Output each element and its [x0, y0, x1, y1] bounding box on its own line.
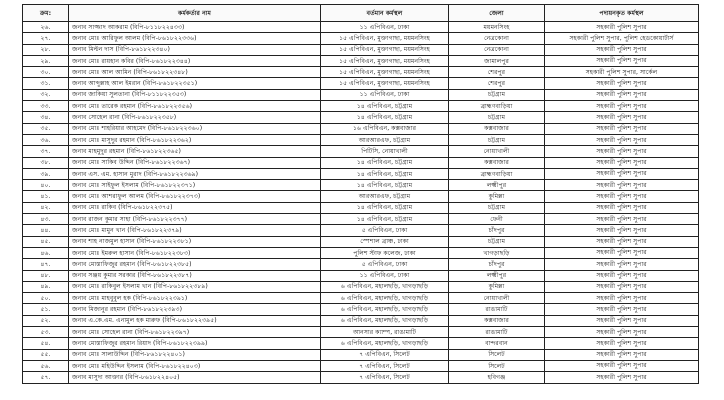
cell-new-posting: সহকারী পুলিশ সুপার: [545, 349, 699, 360]
cell-officer-name: জনাব মোঃ সোহেল রানা (বিপি-৮৬১৮২২৩৯৭): [69, 327, 321, 338]
cell-current-posting: পুলিশ স্টাফ কলেজ, ঢাকা: [321, 247, 449, 258]
cell-district: চট্টগ্রাম: [449, 236, 545, 247]
table-row: [23, 259, 699, 270]
cell-district: নোয়াখালী: [449, 146, 545, 157]
table-row: [23, 247, 699, 258]
cell-district: জামালপুর: [449, 55, 545, 66]
cell-current-posting: ১৬ এপিবিএন, কক্সবাজার: [321, 123, 449, 134]
cell-current-posting: ১৪ এপিবিএন, চট্টগ্রাম: [321, 101, 449, 112]
cell-district: নেত্রকোনা: [449, 33, 545, 44]
cell-officer-name: জনাব মাহমুদুর রহমান (বিপি-৮৬১৮২২৩৬৫): [69, 146, 321, 157]
cell-officer-name: জনাব মোঃ রাকিব (বিপি-৮৬১৮২২৩৭৫): [69, 202, 321, 213]
cell-new-posting: সহকারী পুলিশ সুপার: [545, 78, 699, 89]
cell-district: নেত্রকোনা: [449, 44, 545, 55]
cell-serial: ২৬.: [23, 22, 69, 33]
cell-district: রাঙামাটি: [449, 304, 545, 315]
cell-current-posting: ৭ এপিবিএন, সিলেট: [321, 360, 449, 371]
cell-new-posting: সহকারী পুলিশ সুপার: [545, 101, 699, 112]
cell-new-posting: সহকারী পুলিশ সুপার: [545, 112, 699, 123]
cell-current-posting: ১৪ এপিবিএন, চট্টগ্রাম: [321, 112, 449, 123]
cell-new-posting: সহকারী পুলিশ সুপার: [545, 372, 699, 383]
cell-district: নোয়াখালী: [449, 293, 545, 304]
cell-officer-name: জনাব মোঃ আশরাফুল আলম (বিপি-৮৬১৮২২৩৭৩): [69, 191, 321, 202]
cell-current-posting: ১১ এপিবিএন, ঢাকা: [321, 270, 449, 281]
cell-officer-name: জনাব মোঃ সাইফুল ইসলাম (বিপি-৮৬১৮২২৩৭১): [69, 180, 321, 191]
cell-officer-name: জনাব জাকিয়া সুলতানা (বিপি-৮১১৮২২৩৫৩): [69, 89, 321, 100]
cell-officer-name: জনাব রাজন কুমার সাহা (বিপি-৮৬১৮২২৩৭৭): [69, 214, 321, 225]
cell-current-posting: আরআরএফ, চট্টগ্রাম: [321, 191, 449, 202]
table-row: [23, 134, 699, 145]
cell-new-posting: সহকারী পুলিশ সুপার: [545, 304, 699, 315]
cell-serial: ৩০.: [23, 67, 69, 78]
table-row: [23, 304, 699, 315]
table-row: [23, 191, 699, 202]
cell-district: বান্দরবান: [449, 338, 545, 349]
cell-current-posting: ১৫ এপিবিএন, মুক্তাগাছা, ময়মনসিংহ: [321, 67, 449, 78]
officer-transfer-table: [22, 4, 699, 384]
cell-current-posting: ৬ এপিবিএন, মহালছড়ি, খাগড়াছড়ি: [321, 338, 449, 349]
cell-new-posting: সহকারী পুলিশ সুপার: [545, 168, 699, 179]
cell-serial: ৩৬.: [23, 134, 69, 145]
cell-current-posting: ১৫ এপিবিএন, মুক্তাগাছা, ময়মনসিংহ: [321, 33, 449, 44]
cell-new-posting: সহকারী পুলিশ সুপার: [545, 214, 699, 225]
cell-serial: ৫৬.: [23, 360, 69, 371]
cell-officer-name: জনাব মোঃ সাকিব উদ্দিন (বিপি-৮৬১৮২২৩৬৭): [69, 157, 321, 168]
cell-officer-name: জনাব সঞ্জয় কুমার সরকার (বিপি-৮৬১৮২২৩৮৭): [69, 270, 321, 281]
cell-new-posting: সহকারী পুলিশ সুপার: [545, 338, 699, 349]
cell-current-posting: ৬ এপিবিএন, মহালছড়ি, খাগড়াছড়ি: [321, 315, 449, 326]
cell-serial: ৩২.: [23, 89, 69, 100]
table-row: [23, 293, 699, 304]
cell-new-posting: সহকারী পুলিশ সুপার: [545, 281, 699, 292]
cell-new-posting: সহকারী পুলিশ সুপার: [545, 146, 699, 157]
cell-serial: ২৭.: [23, 33, 69, 44]
cell-district: চট্টগ্রাম: [449, 202, 545, 213]
cell-officer-name: জনাব মোঃ ইমরুল হাসান (বিপি-৮৬১৮২২৩৮৩): [69, 247, 321, 258]
cell-serial: ৪৯.: [23, 281, 69, 292]
cell-officer-name: জনাব মিজানুর রহমান (বিপি-৮৬১৮২২৩৯৩): [69, 304, 321, 315]
cell-new-posting: সহকারী পুলিশ সুপার: [545, 360, 699, 371]
cell-current-posting: ৫ এপিবিএন, ঢাকা: [321, 259, 449, 270]
cell-new-posting: সহকারী পুলিশ সুপার: [545, 247, 699, 258]
cell-district: চাঁদপুর: [449, 225, 545, 236]
table-row: [23, 55, 699, 66]
cell-new-posting: সহকারী পুলিশ সুপার: [545, 293, 699, 304]
table-row: [23, 123, 699, 134]
cell-serial: ৫৩.: [23, 327, 69, 338]
cell-district: খাগড়াছড়ি: [449, 247, 545, 258]
cell-officer-name: জনাব মোঃ সালাউদ্দিন (বিপি-৮৬১৮২২৪০১): [69, 349, 321, 360]
cell-officer-name: জনাব মোঃ আল আমিন (বিপি-৮৬১৮২২৩৪৮): [69, 67, 321, 78]
cell-officer-name: জনাব মোঃ মহিউদ্দিন ইসলাম (বিপি-৮৬১৮২২৪০৩): [69, 360, 321, 371]
cell-current-posting: ৫ এপিবিএন, ঢাকা: [321, 225, 449, 236]
cell-officer-name: জনাব মোঃ শাহরিয়ার আহমেদ (বিপি-৮৬১৮২২৩৬০): [69, 123, 321, 134]
table-row: [23, 44, 699, 55]
cell-serial: ৫৭.: [23, 372, 69, 383]
cell-new-posting: সহকারী পুলিশ সুপার, পুলিশ হেডকোয়ার্টার্স: [545, 33, 699, 44]
cell-current-posting: ৭ এপিবিএন, সিলেট: [321, 349, 449, 360]
cell-new-posting: সহকারী পুলিশ সুপার: [545, 270, 699, 281]
cell-officer-name: জনাব মোঃ আরিফুল আলম (বিপি-৮৬১৮২২৩৩৬): [69, 33, 321, 44]
cell-district: ব্রাহ্মণবাড়িয়া: [449, 101, 545, 112]
cell-current-posting: ১৪ এপিবিএন, চট্টগ্রাম: [321, 214, 449, 225]
cell-serial: ৪৩.: [23, 214, 69, 225]
cell-new-posting: সহকারী পুলিশ সুপার: [545, 236, 699, 247]
table-row: [23, 270, 699, 281]
cell-district: কুমিল্লা: [449, 191, 545, 202]
cell-current-posting: ১৪ এপিবিএন, চট্টগ্রাম: [321, 202, 449, 213]
cell-district: হবিগঞ্জ: [449, 372, 545, 383]
table-header-row: [23, 5, 699, 22]
header-new-posting: পদায়নকৃত কর্মস্থল: [545, 5, 699, 22]
cell-district: চট্টগ্রাম: [449, 134, 545, 145]
table-row: [23, 78, 699, 89]
cell-district: ফেনী: [449, 214, 545, 225]
cell-serial: ৪২.: [23, 202, 69, 213]
cell-new-posting: সহকারী পুলিশ সুপার: [545, 22, 699, 33]
table-row: [23, 146, 699, 157]
table-row: [23, 214, 699, 225]
cell-serial: ৩৫.: [23, 123, 69, 134]
cell-serial: ৪৬.: [23, 247, 69, 258]
cell-serial: ২৯.: [23, 55, 69, 66]
cell-new-posting: সহকারী পুলিশ সুপার: [545, 157, 699, 168]
cell-district: চট্টগ্রাম: [449, 112, 545, 123]
cell-district: কক্সবাজার: [449, 157, 545, 168]
table-row: [23, 202, 699, 213]
table-row: [23, 67, 699, 78]
cell-current-posting: ৬ এপিবিএন, মহালছড়ি, খাগড়াছড়ি: [321, 304, 449, 315]
cell-serial: ৫৫.: [23, 349, 69, 360]
cell-officer-name: জনাব শাহ নাজমুল হাসান (বিপি-৮৬১৮২২৩৮১): [69, 236, 321, 247]
cell-current-posting: পিটিসি, নোয়াখালী: [321, 146, 449, 157]
table-row: [23, 372, 699, 383]
table-row: [23, 33, 699, 44]
cell-serial: ২৮.: [23, 44, 69, 55]
cell-current-posting: ১১ এপিবিএন, ঢাকা: [321, 22, 449, 33]
cell-serial: ৩৮.: [23, 157, 69, 168]
table-row: [23, 101, 699, 112]
cell-current-posting: স্পেশাল ব্রাঞ্চ, ঢাকা: [321, 236, 449, 247]
cell-officer-name: জনাব এ.কে.এম. এনামুল হক মারুফ (বিপি-৮৬১৮২২৩৯৫): [69, 315, 321, 326]
cell-district: সিলেট: [449, 360, 545, 371]
cell-officer-name: জনাব মিল্টন দাস (বিপি-৮৬১৮২২৩৪০): [69, 44, 321, 55]
cell-officer-name: জনাব মোঃ মাসুদুর রহমান (বিপি-৮৬১৮২২৩৬২): [69, 134, 321, 145]
cell-new-posting: সহকারী পুলিশ সুপার: [545, 259, 699, 270]
cell-officer-name: জনাব মোঃ মাহবুবুল হক (বিপি-৮৬১৮২২৩৯১): [69, 293, 321, 304]
table-row: [23, 89, 699, 100]
cell-serial: ৩১.: [23, 78, 69, 89]
header-name: কর্মকর্তার নাম: [69, 5, 321, 22]
cell-district: রাঙামাটি: [449, 327, 545, 338]
cell-district: সিলেট: [449, 349, 545, 360]
cell-serial: ৫০.: [23, 293, 69, 304]
cell-new-posting: সহকারী পুলিশ সুপার: [545, 123, 699, 134]
cell-new-posting: সহকারী পুলিশ সুপার: [545, 225, 699, 236]
cell-district: কক্সবাজার: [449, 315, 545, 326]
cell-officer-name: জনাব মোঃ রায়হান কবির (বিপি-৮৬১৮২২৩৪৪): [69, 55, 321, 66]
cell-new-posting: সহকারী পুলিশ সুপার: [545, 315, 699, 326]
cell-officer-name: জনাব আব্দুল্লাহ আল ইমরান (বিপি-৮৬১৮২২৩৫১): [69, 78, 321, 89]
cell-serial: ৪৭.: [23, 259, 69, 270]
cell-serial: ৩৯.: [23, 168, 69, 179]
cell-new-posting: সহকারী পুলিশ সুপার: [545, 202, 699, 213]
table-row: [23, 157, 699, 168]
header-district: জেলা: [449, 5, 545, 22]
cell-new-posting: সহকারী পুলিশ সুপার: [545, 44, 699, 55]
table-row: [23, 281, 699, 292]
cell-current-posting: ১১ এপিবিএন, ঢাকা: [321, 89, 449, 100]
cell-district: কুমিল্লা: [449, 281, 545, 292]
cell-officer-name: জনাব মোঃ রাকিবুল ইসলাম খান (বিপি-৮৬১৮২২৩৮৯): [69, 281, 321, 292]
table-row: [23, 225, 699, 236]
cell-officer-name: জনাব সাজ্জাদ আকরাম (বিপি-৮১১৮২২৪৩৩): [69, 22, 321, 33]
table-row: [23, 112, 699, 123]
table-row: [23, 327, 699, 338]
header-current-posting: বর্তমান কর্মস্থল: [321, 5, 449, 22]
table-row: [23, 236, 699, 247]
cell-current-posting: ৬ এপিবিএন, মহালছড়ি, খাগড়াছড়ি: [321, 281, 449, 292]
cell-current-posting: ১৪ এপিবিএন, চট্টগ্রাম: [321, 180, 449, 191]
cell-current-posting: ১৪ এপিবিএন, চট্টগ্রাম: [321, 157, 449, 168]
cell-serial: ৫২.: [23, 315, 69, 326]
cell-new-posting: সহকারী পুলিশ সুপার: [545, 89, 699, 100]
cell-district: কক্সবাজার: [449, 123, 545, 134]
cell-district: শেরপুর: [449, 78, 545, 89]
cell-serial: ৪৮.: [23, 270, 69, 281]
cell-current-posting: ১৪ এপিবিএন, চট্টগ্রাম: [321, 168, 449, 179]
cell-serial: ৩৩.: [23, 101, 69, 112]
cell-current-posting: ১৫ এপিবিএন, মুক্তাগাছা, ময়মনসিংহ: [321, 44, 449, 55]
cell-serial: ৪০.: [23, 180, 69, 191]
cell-new-posting: সহকারী পুলিশ সুপার: [545, 134, 699, 145]
table-row: [23, 168, 699, 179]
cell-current-posting: ১৫ এপিবিএন, মুক্তাগাছা, ময়মনসিংহ: [321, 78, 449, 89]
cell-current-posting: ৬ এপিবিএন, মহালছড়ি, খাগড়াছড়ি: [321, 293, 449, 304]
table-row: [23, 315, 699, 326]
cell-serial: ৪৫.: [23, 236, 69, 247]
cell-serial: ৪৪.: [23, 225, 69, 236]
cell-serial: ৪১.: [23, 191, 69, 202]
cell-current-posting: ৭ এপিবিএন, সিলেট: [321, 372, 449, 383]
table-row: [23, 338, 699, 349]
cell-district: চট্টগ্রাম: [449, 89, 545, 100]
cell-district: লক্ষ্মীপুর: [449, 270, 545, 281]
cell-serial: ৩৪.: [23, 112, 69, 123]
cell-officer-name: জনাব মোঃ মামুন খান (বিপি-৮৬১৮২২৩৭৯): [69, 225, 321, 236]
cell-officer-name: জনাব মোস্তাফিজুর রহমান (বিপি-৮৬১৮২২৩৮৫): [69, 259, 321, 270]
cell-district: ময়মনসিংহ: [449, 22, 545, 33]
cell-new-posting: সহকারী পুলিশ সুপার: [545, 191, 699, 202]
cell-officer-name: জনাব মাসুদা আক্তার (বিপি-৮৬১৮২২৪০৫): [69, 372, 321, 383]
cell-district: লক্ষ্মীপুর: [449, 180, 545, 191]
cell-new-posting: সহকারী পুলিশ সুপার, সার্কেল: [545, 67, 699, 78]
cell-officer-name: জনাব এস. এম. হাসান মুরাদ (বিপি-৮৬১৮২২৩৬৯): [69, 168, 321, 179]
table-row: [23, 22, 699, 33]
cell-new-posting: সহকারী পুলিশ সুপার: [545, 327, 699, 338]
cell-district: ব্রাহ্মণবাড়িয়া: [449, 168, 545, 179]
cell-serial: ৫১.: [23, 304, 69, 315]
cell-district: শেরপুর: [449, 67, 545, 78]
table-row: [23, 349, 699, 360]
cell-current-posting: ১৫ এপিবিএন, মুক্তাগাছা, ময়মনসিংহ: [321, 55, 449, 66]
officer-transfer-table-sheet: [22, 4, 698, 392]
cell-officer-name: জনাব সোহেল রানা (বিপি-৮৬১৮২২৩৫৮): [69, 112, 321, 123]
cell-new-posting: সহকারী পুলিশ সুপার: [545, 55, 699, 66]
table-body: [23, 22, 699, 384]
cell-current-posting: আরআরএফ, চট্টগ্রাম: [321, 134, 449, 145]
cell-new-posting: সহকারী পুলিশ সুপার: [545, 180, 699, 191]
cell-officer-name: জনাব মোস্তাফিজুর রহমান রিয়াদ (বিপি-৮৬১৮২২৩৯৯): [69, 338, 321, 349]
cell-officer-name: জনাব মোঃ তারেক রহমান (বিপি-৮৬১৮২২৩৫৬): [69, 101, 321, 112]
cell-district: চাঁদপুর: [449, 259, 545, 270]
cell-current-posting: আনসার ক্যাম্প, রাঙামাটি: [321, 327, 449, 338]
cell-serial: ৫৪.: [23, 338, 69, 349]
table-row: [23, 360, 699, 371]
cell-serial: ৩৭.: [23, 146, 69, 157]
table-row: [23, 180, 699, 191]
header-serial: ক্রম:: [23, 5, 69, 22]
